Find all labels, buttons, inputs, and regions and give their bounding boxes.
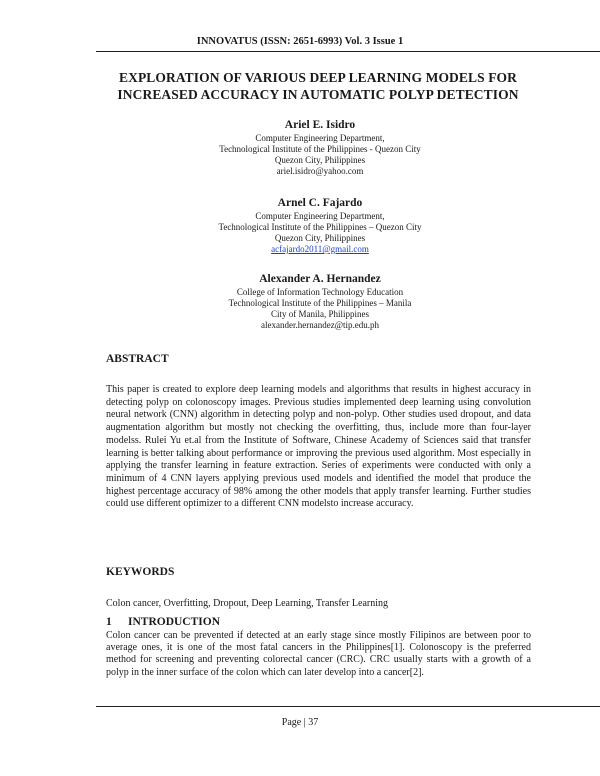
abstract-text: This paper is created to explore deep learning models and algorithms that results in highest accuracy in detecting polyp on colonoscopy images. Previous studies implemented deep learning using convolution neural network (CNN) algorithm in detecting polyp and non-polyp. Other studies used dropout, and data augmentation algorithm but mostly not checking the overfitting, thus, include more than four-layer modelss. Rulei Yu et.al from the Institute of Software, Chinese Academy of Sciences said that transfer learning is better talking about performance or improving the previous used algorithm. Most especially in applying the transfer learning in feature extraction. Series of experiments were conducted with only a minimum of 4 CNN layers applying previous used models and identified the model that produce the highest percentage accuracy of 98% among the other models that apply transfer learning. Further studies could use different optimizer to a different CNN modelsto increase accuracy. (106, 384, 531, 510)
author-block-2 (150, 196, 490, 255)
author-city: Quezon City, Philippines (274, 155, 366, 165)
author-email: ariel.isidro@yahoo.com (276, 166, 364, 176)
journal-header: INNOVATUS (ISSN: 2651-6993) Vol. 3 Issue 1 (196, 36, 404, 47)
introduction-text: Colon cancer can be prevented if detected at an early stage since mostly Filipinos are between poor to average ones, it is one of the most fatal cancers in the Philippines[1]. Colonoscopy is the preferred method for screening and preventing colorectal cancer (CRC). CRC usually starts with a growth of a polyp in the inner surface of the colon which can later develop into a cancer[2]. (106, 630, 531, 678)
author-department: Computer Engineering Department, (255, 133, 385, 143)
author-name: Ariel E. Isidro (284, 119, 356, 131)
author-institution: Technological Institute of the Philippines - Quezon City (219, 144, 421, 154)
introduction-heading (106, 616, 220, 628)
author-email-link[interactable]: acfajardo2011@gmail.com (271, 244, 369, 254)
author-city: City of Manila, Philippines (271, 309, 369, 319)
paper-title (100, 69, 536, 103)
author-block-1 (150, 118, 490, 177)
keywords-heading: KEYWORDS (106, 566, 175, 578)
author-institution: Technological Institute of the Philippines – Manila (228, 298, 412, 308)
author-department: Computer Engineering Department, (255, 211, 385, 221)
author-city: Quezon City, Philippines (274, 233, 366, 243)
paper-title-line-2: INCREASED ACCURACY IN AUTOMATIC POLYP DETECTION (117, 87, 519, 102)
paper-title-line-1: EXPLORATION OF VARIOUS DEEP LEARNING MODELS FOR (118, 70, 517, 85)
author-email: alexander.hernandez@tip.edu.ph (261, 320, 379, 330)
section-number: 1 (106, 616, 112, 628)
author-name: Alexander A. Hernandez (259, 273, 381, 285)
abstract-heading: ABSTRACT (106, 353, 169, 365)
author-name: Arnel C. Fajardo (277, 197, 363, 209)
author-department: College of Information Technology Education (236, 287, 404, 297)
footer-rule (96, 706, 600, 707)
author-block-3 (150, 272, 490, 331)
header-rule (96, 51, 600, 52)
keywords-text: Colon cancer, Overfitting, Dropout, Deep Learning, Transfer Learning (106, 598, 389, 609)
section-title: INTRODUCTION (128, 616, 221, 628)
author-institution: Technological Institute of the Philippines – Quezon City (218, 222, 422, 232)
page-number: Page | 37 (281, 717, 319, 728)
